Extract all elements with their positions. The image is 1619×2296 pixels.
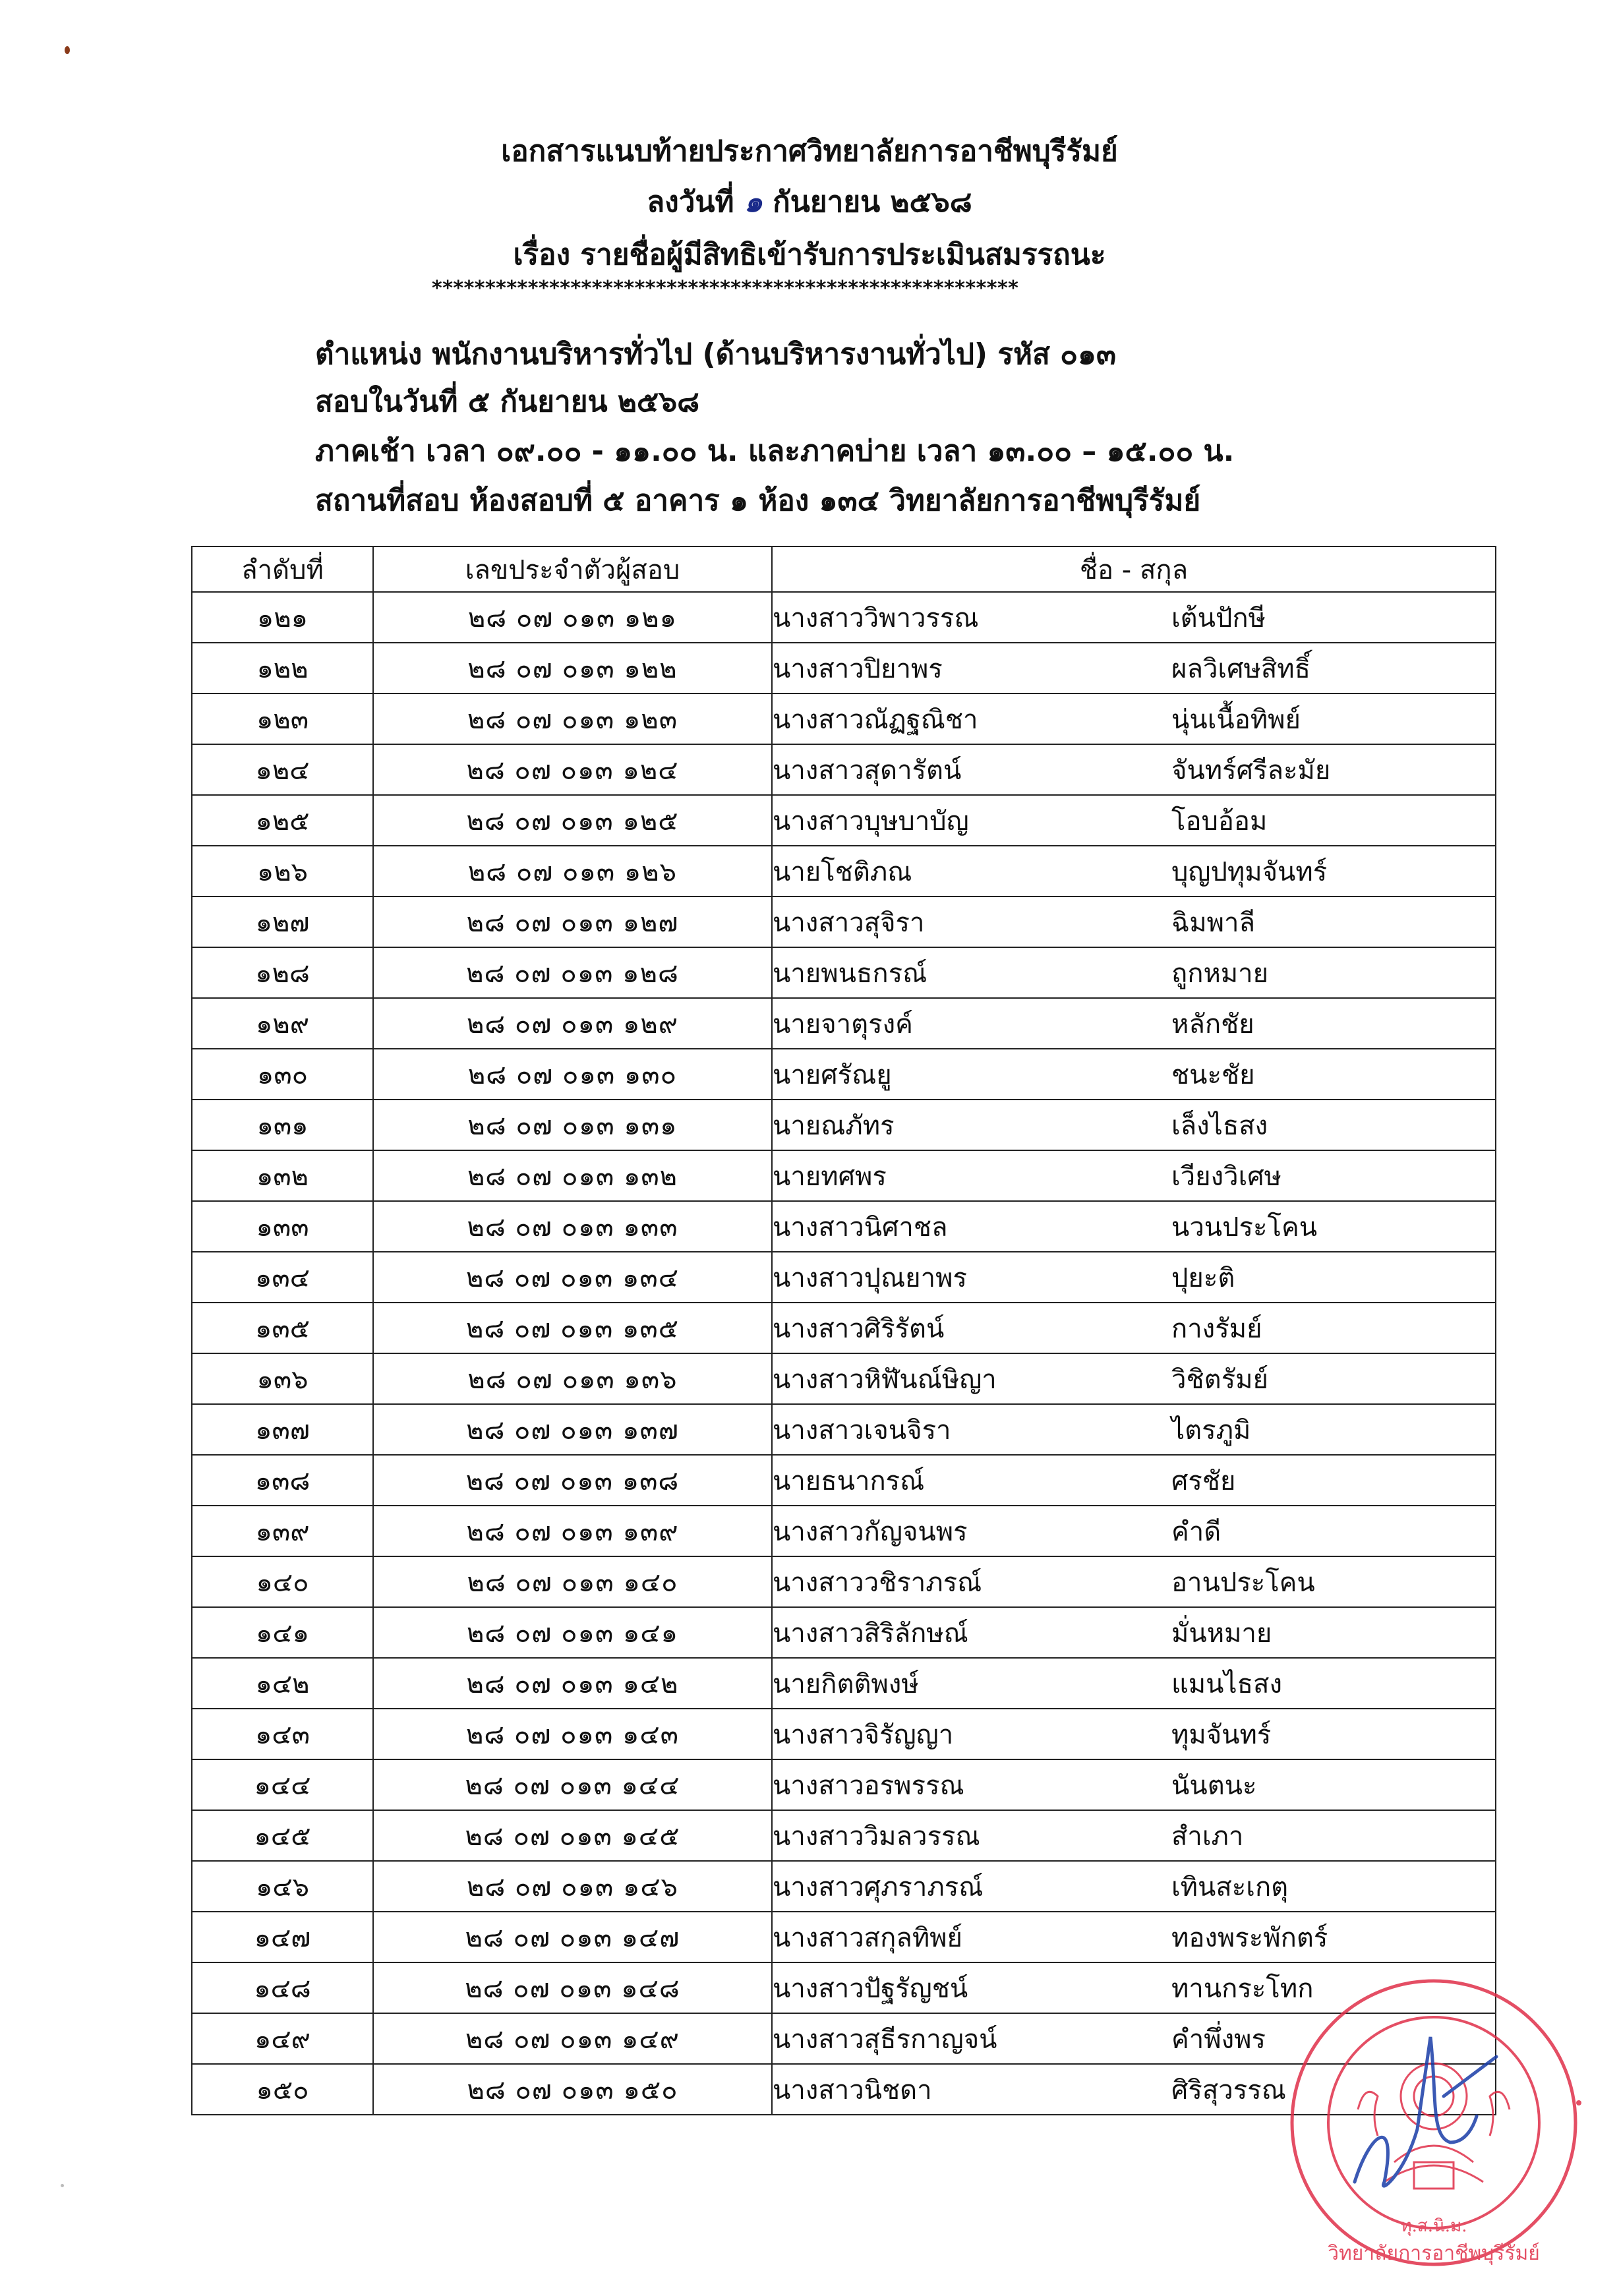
first-name: นางสาววชิราภรณ์ xyxy=(773,1567,982,1598)
cell-order: ๑๓๔ xyxy=(192,1252,373,1303)
exam-place-line: สถานที่สอบ ห้องสอบที่ ๕ อาคาร ๑ ห้อง ๑๓๔ วิทยาลัยการอาชีพบุรีรัมย์ xyxy=(315,484,1201,517)
cell-order: ๑๔๒ xyxy=(192,1658,373,1709)
cell-exam-id: ๒๘ ๐๗ ๐๑๓ ๑๔๙ xyxy=(373,2013,772,2064)
cell-order: ๑๔๐ xyxy=(192,1556,373,1607)
last-name: เทินสะเกตุ xyxy=(1171,1871,1289,1902)
cell-exam-id: ๒๘ ๐๗ ๐๑๓ ๑๔๓ xyxy=(373,1709,772,1759)
cell-exam-id: ๒๘ ๐๗ ๐๑๓ ๑๔๐ xyxy=(373,1556,772,1607)
cell-order: ๑๒๑ xyxy=(192,592,373,643)
table-row xyxy=(192,1455,1496,1506)
table-row xyxy=(192,1049,1496,1100)
last-name: นุ่นเนื้อทิพย์ xyxy=(1171,704,1301,735)
table-row xyxy=(192,643,1496,693)
first-name: นางสาวบุษบาบัญ xyxy=(773,806,969,837)
first-name: นางสาวหิฬันณ์ษิญา xyxy=(773,1364,997,1395)
cell-exam-id: ๒๘ ๐๗ ๐๑๓ ๑๓๓ xyxy=(373,1201,772,1252)
first-name: นางสาวศิริรัตน์ xyxy=(773,1313,945,1344)
cell-exam-id: ๒๘ ๐๗ ๐๑๓ ๑๓๒ xyxy=(373,1150,772,1201)
cell-order: ๑๒๔ xyxy=(192,744,373,795)
first-name: นายโชติภณ xyxy=(773,856,912,887)
table-row xyxy=(192,2064,1496,2115)
first-name: นางสาวสุจิรา xyxy=(773,907,925,938)
cell-full-name xyxy=(772,1759,1496,1810)
cell-exam-id: ๒๘ ๐๗ ๐๑๓ ๑๔๖ xyxy=(373,1861,772,1912)
cell-exam-id: ๒๘ ๐๗ ๐๑๓ ๑๒๕ xyxy=(373,795,772,846)
cell-full-name xyxy=(772,795,1496,846)
cell-full-name xyxy=(772,643,1496,693)
last-name: จันทร์ศรีละมัย xyxy=(1171,755,1331,786)
cell-order: ๑๔๖ xyxy=(192,1861,373,1912)
seal-abbreviation: ทุ.ส.นิ.ม. xyxy=(1400,2216,1467,2236)
cell-full-name xyxy=(772,1353,1496,1404)
header-order: ลำดับที่ xyxy=(192,546,373,592)
last-name: แมนไธสง xyxy=(1171,1668,1282,1699)
cell-exam-id: ๒๘ ๐๗ ๐๑๓ ๑๓๘ xyxy=(373,1455,772,1506)
first-name: นายกิตติพงษ์ xyxy=(773,1668,919,1699)
exam-time-line: ภาคเช้า เวลา ๐๙.๐๐ - ๑๑.๐๐ น. และภาคบ่าย เวลา ๑๓.๐๐ – ๑๕.๐๐ น. xyxy=(315,434,1235,468)
cell-exam-id: ๒๘ ๐๗ ๐๑๓ ๑๒๔ xyxy=(373,744,772,795)
scan-speck xyxy=(61,2184,64,2187)
cell-order: ๑๔๙ xyxy=(192,2013,373,2064)
cell-order: ๑๒๙ xyxy=(192,998,373,1049)
cell-order: ๑๔๓ xyxy=(192,1709,373,1759)
last-name: มั่นหมาย xyxy=(1171,1618,1272,1649)
table-row xyxy=(192,1100,1496,1150)
first-name: นางสาวเจนจิรา xyxy=(773,1415,951,1446)
table-row xyxy=(192,1506,1496,1556)
first-name: นายจาตุรงค์ xyxy=(773,1009,913,1040)
cell-exam-id: ๒๘ ๐๗ ๐๑๓ ๑๔๗ xyxy=(373,1912,772,1962)
table-row xyxy=(192,1759,1496,1810)
cell-order: ๑๔๗ xyxy=(192,1912,373,1962)
first-name: นางสาววิมลวรรณ xyxy=(773,1821,980,1852)
table-row xyxy=(192,1709,1496,1759)
table-row xyxy=(192,1556,1496,1607)
seal-college-name: วิทยาลัยการอาชีพบุรีรัมย์ xyxy=(1328,2242,1540,2265)
first-name: นายณภัทร xyxy=(773,1110,895,1141)
table-row xyxy=(192,1201,1496,1252)
cell-full-name xyxy=(772,1303,1496,1353)
cell-order: ๑๓๘ xyxy=(192,1455,373,1506)
document-subject: เรื่อง รายชื่อผู้มีสิทธิเข้ารับการประเมินสมรรถนะ xyxy=(513,238,1106,272)
table-row xyxy=(192,1861,1496,1912)
cell-order: ๑๓๙ xyxy=(192,1506,373,1556)
cell-exam-id: ๒๘ ๐๗ ๐๑๓ ๑๒๘ xyxy=(373,947,772,998)
first-name: นางสาวกัญจนพร xyxy=(773,1516,968,1547)
cell-full-name xyxy=(772,1962,1496,2013)
header-exam-id: เลขประจำตัวผู้สอบ xyxy=(373,546,772,592)
cell-full-name xyxy=(772,1810,1496,1861)
cell-full-name xyxy=(772,1709,1496,1759)
table-row xyxy=(192,2013,1496,2064)
exam-date-line: สอบในวันที่ ๕ กันยายน ๒๕๖๘ xyxy=(315,385,700,419)
cell-exam-id: ๒๘ ๐๗ ๐๑๓ ๑๓๑ xyxy=(373,1100,772,1150)
cell-order: ๑๓๖ xyxy=(192,1353,373,1404)
table-row xyxy=(192,1150,1496,1201)
first-name: นางสาวสิริลักษณ์ xyxy=(773,1618,968,1649)
cell-order: ๑๒๒ xyxy=(192,643,373,693)
cell-exam-id: ๒๘ ๐๗ ๐๑๓ ๑๓๗ xyxy=(373,1404,772,1455)
cell-full-name xyxy=(772,1607,1496,1658)
first-name: นางสาวจิรัญญา xyxy=(773,1719,954,1750)
cell-exam-id: ๒๘ ๐๗ ๐๑๓ ๑๒๖ xyxy=(373,846,772,897)
cell-exam-id: ๒๘ ๐๗ ๐๑๓ ๑๒๑ xyxy=(373,592,772,643)
cell-full-name xyxy=(772,998,1496,1049)
cell-full-name xyxy=(772,1201,1496,1252)
table-row xyxy=(192,592,1496,643)
cell-full-name xyxy=(772,2064,1496,2115)
last-name: บุญปทุมจันทร์ xyxy=(1171,856,1328,887)
first-name: นางสาวปิยาพร xyxy=(773,653,943,684)
last-name: ถูกหมาย xyxy=(1171,958,1269,989)
first-name: นายธนากรณ์ xyxy=(773,1465,925,1496)
table-row xyxy=(192,1810,1496,1861)
cell-exam-id: ๒๘ ๐๗ ๐๑๓ ๑๓๔ xyxy=(373,1252,772,1303)
last-name: นันตนะ xyxy=(1171,1770,1257,1801)
cell-order: ๑๒๕ xyxy=(192,795,373,846)
last-name: คำดี xyxy=(1171,1516,1222,1547)
table-row xyxy=(192,947,1496,998)
table-row xyxy=(192,1607,1496,1658)
cell-exam-id: ๒๘ ๐๗ ๐๑๓ ๑๓๕ xyxy=(373,1303,772,1353)
cell-full-name xyxy=(772,693,1496,744)
cell-order: ๑๔๘ xyxy=(192,1962,373,2013)
cell-order: ๑๓๐ xyxy=(192,1049,373,1100)
handwritten-day: ๑ xyxy=(744,185,763,219)
cell-exam-id: ๒๘ ๐๗ ๐๑๓ ๑๔๑ xyxy=(373,1607,772,1658)
candidate-table xyxy=(191,546,1496,2115)
cell-exam-id: ๒๘ ๐๗ ๐๑๓ ๑๓๐ xyxy=(373,1049,772,1100)
date-label: ลงวันที่ xyxy=(647,185,734,219)
last-name: กางรัมย์ xyxy=(1171,1313,1262,1344)
last-name: นวนประโคน xyxy=(1171,1212,1318,1243)
cell-exam-id: ๒๘ ๐๗ ๐๑๓ ๑๒๓ xyxy=(373,693,772,744)
header-full-name: ชื่อ - สกุล xyxy=(772,546,1496,592)
table-row xyxy=(192,846,1496,897)
last-name: ชนะชัย xyxy=(1171,1059,1255,1090)
cell-order: ๑๕๐ xyxy=(192,2064,373,2115)
last-name: ทองพระพักตร์ xyxy=(1171,1922,1328,1953)
cell-full-name xyxy=(772,744,1496,795)
cell-order: ๑๔๕ xyxy=(192,1810,373,1861)
first-name: นายทศพร xyxy=(773,1161,887,1192)
cell-order: ๑๓๗ xyxy=(192,1404,373,1455)
last-name: อานประโคน xyxy=(1171,1567,1315,1598)
first-name: นางสาวศุภราภรณ์ xyxy=(773,1871,984,1902)
cell-order: ๑๒๗ xyxy=(192,897,373,947)
first-name: นางสาวณัฏฐณิชา xyxy=(773,704,978,735)
cell-exam-id: ๒๘ ๐๗ ๐๑๓ ๑๔๘ xyxy=(373,1962,772,2013)
last-name: ทานกระโทก xyxy=(1171,1973,1314,2004)
cell-exam-id: ๒๘ ๐๗ ๐๑๓ ๑๔๒ xyxy=(373,1658,772,1709)
cell-full-name xyxy=(772,1404,1496,1455)
cell-order: ๑๒๘ xyxy=(192,947,373,998)
cell-order: ๑๓๕ xyxy=(192,1303,373,1353)
cell-exam-id: ๒๘ ๐๗ ๐๑๓ ๑๒๙ xyxy=(373,998,772,1049)
cell-full-name xyxy=(772,947,1496,998)
cell-full-name xyxy=(772,897,1496,947)
cell-full-name xyxy=(772,1252,1496,1303)
cell-exam-id: ๒๘ ๐๗ ๐๑๓ ๑๒๗ xyxy=(373,897,772,947)
table-row xyxy=(192,998,1496,1049)
last-name: เวียงวิเศษ xyxy=(1171,1161,1281,1192)
table-row xyxy=(192,1962,1496,2013)
table-header-row xyxy=(192,546,1496,592)
table-row xyxy=(192,1303,1496,1353)
cell-exam-id: ๒๘ ๐๗ ๐๑๓ ๑๓๙ xyxy=(373,1506,772,1556)
cell-order: ๑๔๔ xyxy=(192,1759,373,1810)
last-name: โอบอ้อม xyxy=(1171,806,1268,837)
table-row xyxy=(192,693,1496,744)
cell-order: ๑๒๓ xyxy=(192,693,373,744)
first-name: นางสาววิพาวรรณ xyxy=(773,603,979,633)
last-name: เล็งไธสง xyxy=(1171,1110,1268,1141)
first-name: นางสาวอรพรรณ xyxy=(773,1770,964,1801)
cell-exam-id: ๒๘ ๐๗ ๐๑๓ ๑๔๔ xyxy=(373,1759,772,1810)
seal-dot xyxy=(1576,2100,1581,2105)
table-row xyxy=(192,897,1496,947)
document-title: เอกสารแนบท้ายประกาศวิทยาลัยการอาชีพบุรีรัมย์ xyxy=(501,134,1118,168)
first-name: นางสาวนิชดา xyxy=(773,2075,932,2105)
last-name: คำพึ่งพร xyxy=(1171,2024,1266,2055)
cell-full-name xyxy=(772,1100,1496,1150)
first-name: นางสาวนิศาชล xyxy=(773,1212,948,1243)
last-name: ศรชัย xyxy=(1171,1465,1236,1496)
cell-full-name xyxy=(772,1861,1496,1912)
last-name: วิชิตรัมย์ xyxy=(1171,1364,1268,1395)
table-row xyxy=(192,1912,1496,1962)
first-name: นายพนธกรณ์ xyxy=(773,958,927,989)
first-name: นางสาวปุณยาพร xyxy=(773,1262,967,1293)
separator-stars: ******************************************************* xyxy=(432,277,1019,300)
cell-order: ๑๒๖ xyxy=(192,846,373,897)
table-row xyxy=(192,744,1496,795)
table-body xyxy=(192,592,1496,2115)
cell-full-name xyxy=(772,1506,1496,1556)
cell-full-name xyxy=(772,1455,1496,1506)
table-row xyxy=(192,1353,1496,1404)
cell-full-name xyxy=(772,1658,1496,1709)
date-month-year: กันยายน ๒๕๖๘ xyxy=(773,185,972,219)
cell-order: ๑๓๓ xyxy=(192,1201,373,1252)
first-name: นางสาวสุธีรกาญจน์ xyxy=(773,2024,997,2055)
last-name: ศิริสุวรรณ xyxy=(1171,2075,1286,2105)
table-row xyxy=(192,1404,1496,1455)
cell-full-name xyxy=(772,846,1496,897)
cell-full-name xyxy=(772,2013,1496,2064)
first-name: นางสาวสุดารัตน์ xyxy=(773,755,962,786)
document-date-line xyxy=(0,183,1619,222)
last-name: ทุมจันทร์ xyxy=(1171,1719,1272,1750)
cell-full-name xyxy=(772,1556,1496,1607)
table-row xyxy=(192,795,1496,846)
cell-full-name xyxy=(772,1912,1496,1962)
cell-order: ๑๓๑ xyxy=(192,1100,373,1150)
scan-speck xyxy=(65,46,70,54)
cell-exam-id: ๒๘ ๐๗ ๐๑๓ ๑๒๒ xyxy=(373,643,772,693)
cell-full-name xyxy=(772,1049,1496,1100)
cell-full-name xyxy=(772,592,1496,643)
cell-full-name xyxy=(772,1150,1496,1201)
last-name: เต้นปักษี xyxy=(1171,603,1266,633)
last-name: ฉิมพาลี xyxy=(1171,907,1255,938)
last-name: ปุยะติ xyxy=(1171,1262,1235,1293)
last-name: สำเภา xyxy=(1171,1821,1244,1852)
first-name: นางสาวปัฐรัญชน์ xyxy=(773,1973,968,2004)
last-name: ไตรภูมิ xyxy=(1171,1415,1251,1446)
cell-exam-id: ๒๘ ๐๗ ๐๑๓ ๑๓๖ xyxy=(373,1353,772,1404)
cell-order: ๑๓๒ xyxy=(192,1150,373,1201)
last-name: ผลวิเศษสิทธิ์ xyxy=(1171,653,1311,684)
last-name: หลักชัย xyxy=(1171,1009,1254,1040)
position-line: ตำแหน่ง พนักงานบริหารทั่วไป (ด้านบริหารงานทั่วไป) รหัส ๐๑๓ xyxy=(315,338,1117,371)
cell-exam-id: ๒๘ ๐๗ ๐๑๓ ๑๔๕ xyxy=(373,1810,772,1861)
cell-order: ๑๔๑ xyxy=(192,1607,373,1658)
table-row xyxy=(192,1252,1496,1303)
cell-exam-id: ๒๘ ๐๗ ๐๑๓ ๑๕๐ xyxy=(373,2064,772,2115)
first-name: นายศรัณยู xyxy=(773,1059,892,1090)
table-row xyxy=(192,1658,1496,1709)
first-name: นางสาวสกุลทิพย์ xyxy=(773,1922,962,1953)
